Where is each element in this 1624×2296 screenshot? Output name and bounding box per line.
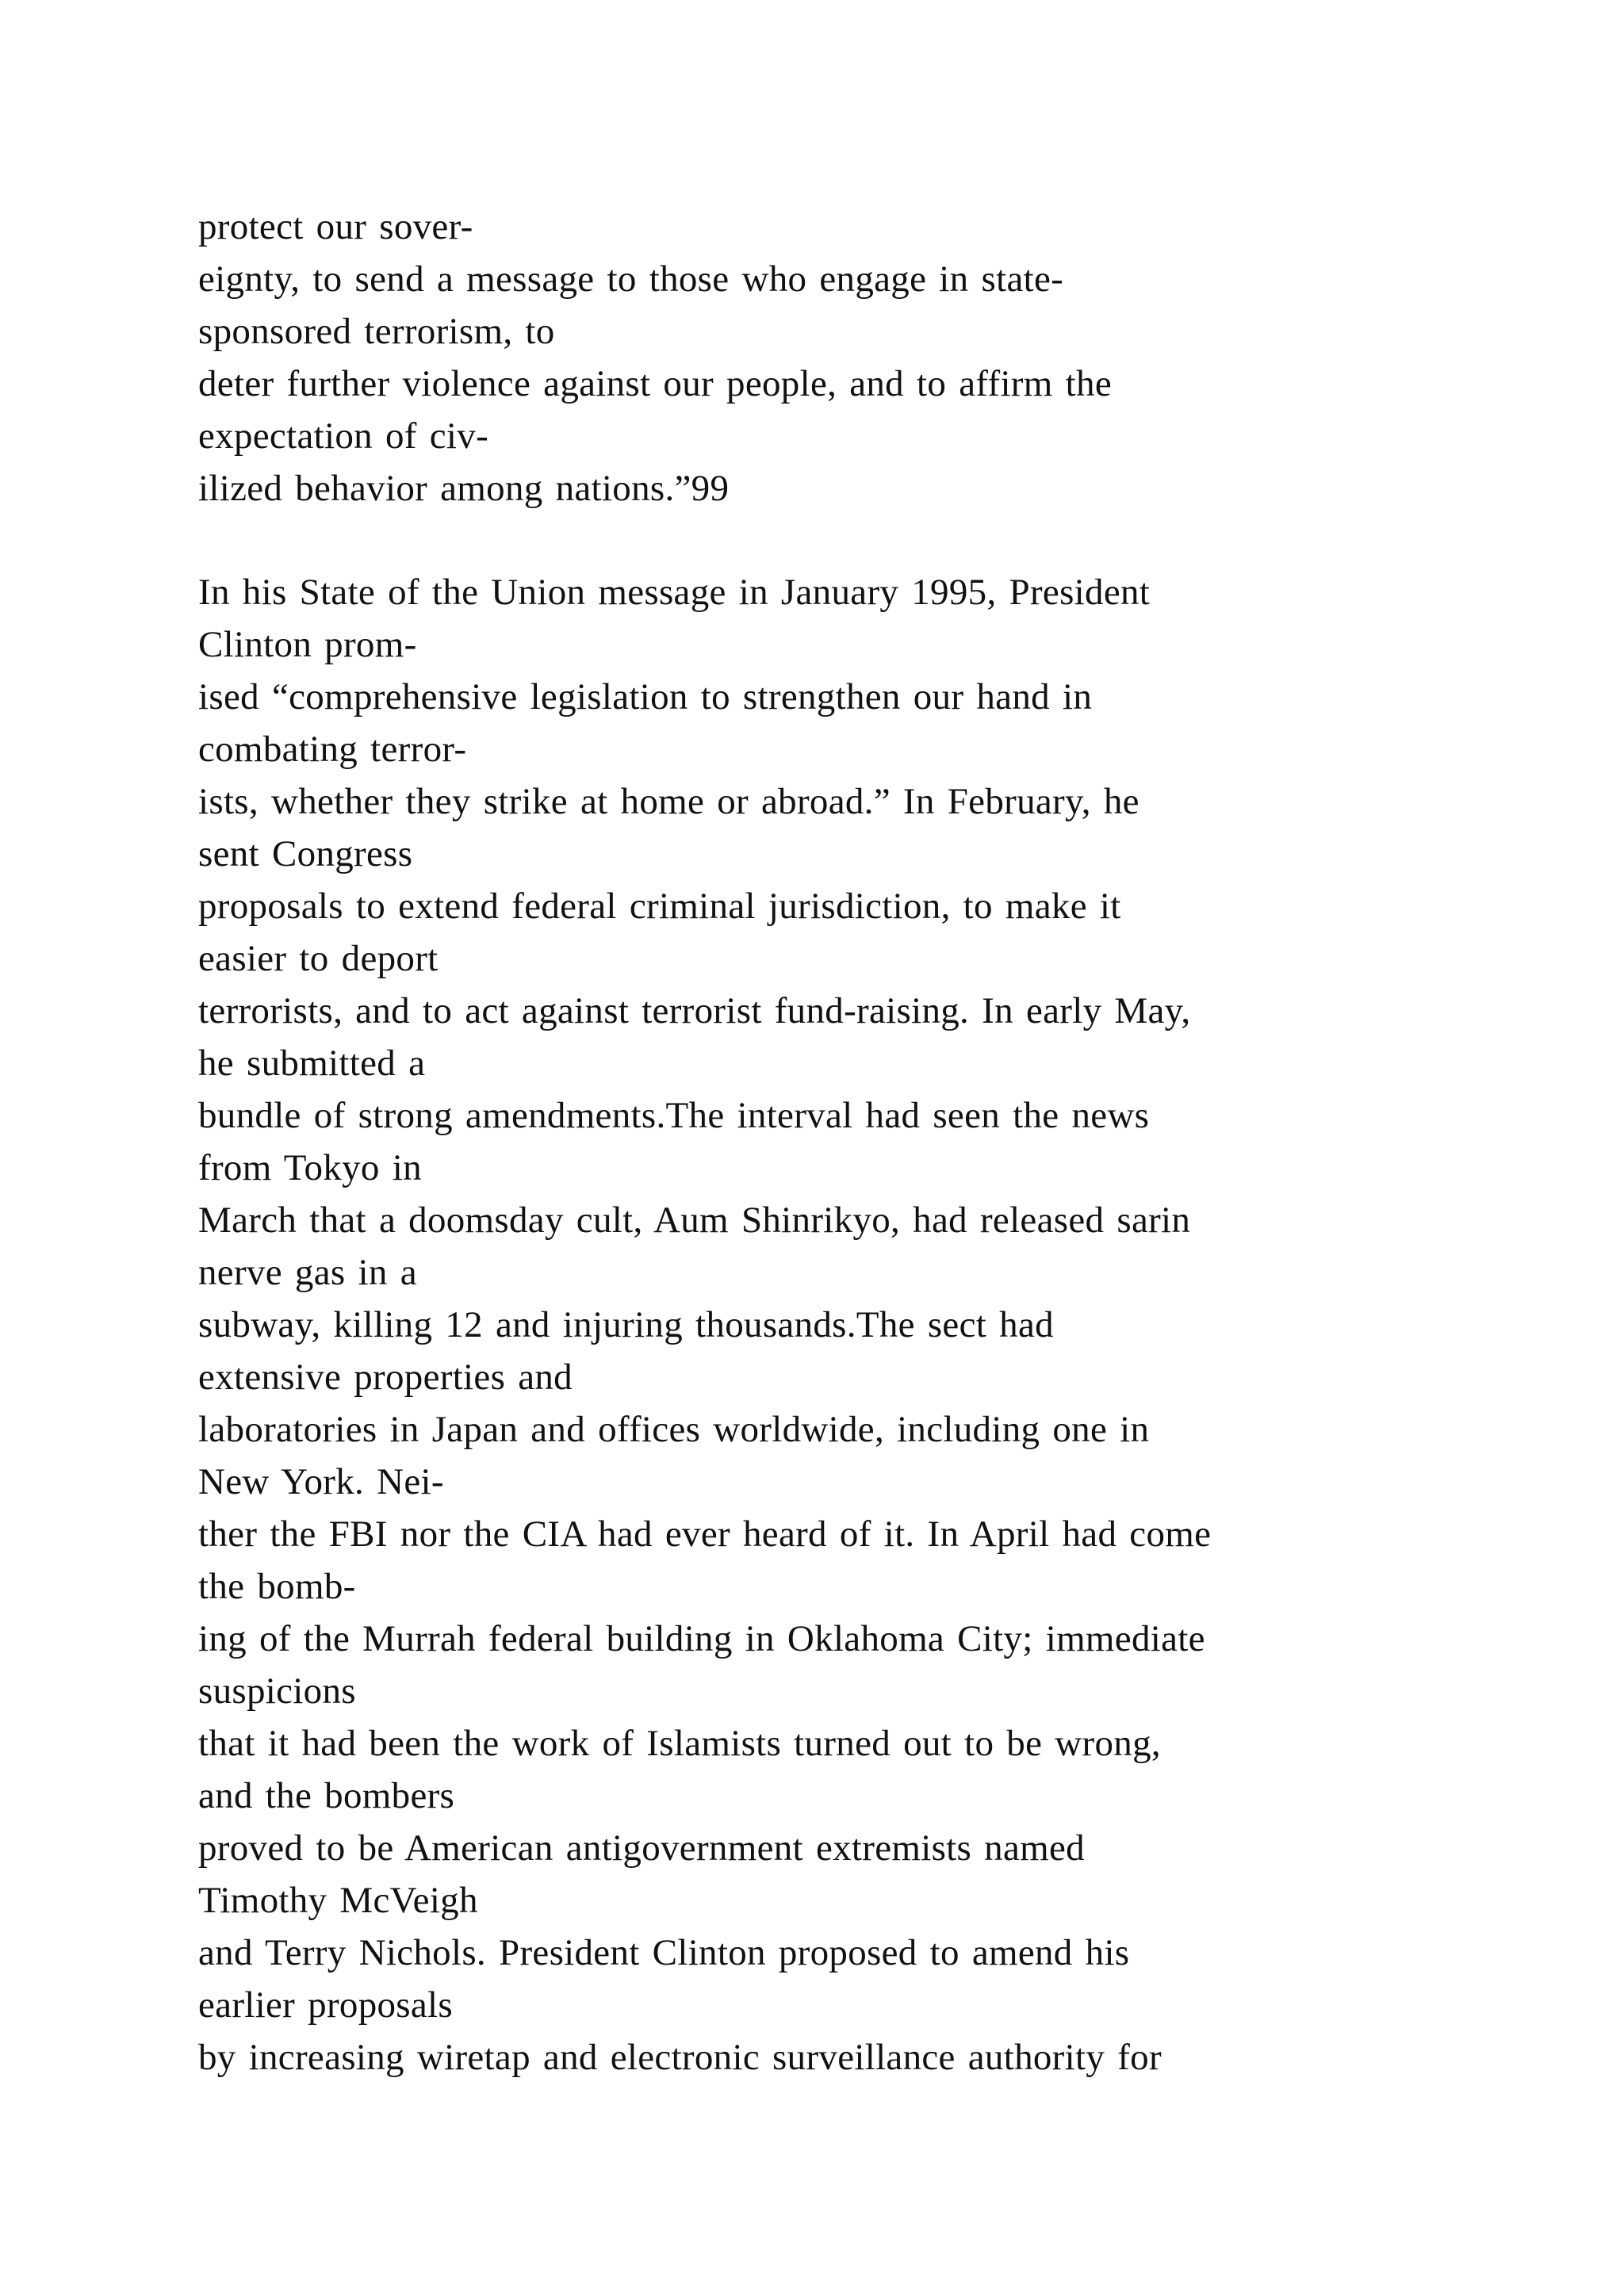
text-line: bundle of strong amendments.The interval had seen the news <box>198 1095 1150 1136</box>
text-line: Clinton prom- <box>198 624 417 665</box>
text-line: extensive properties and <box>198 1357 573 1398</box>
text-line: the bomb- <box>198 1566 356 1607</box>
text-line: earlier proposals <box>198 1984 454 2026</box>
paragraph-2 <box>198 566 1546 2084</box>
text-line: he submitted a <box>198 1043 426 1084</box>
text-line: ilized behavior among nations.”99 <box>198 468 730 509</box>
text-line: sent Congress <box>198 833 413 874</box>
text-line: by increasing wiretap and electronic surveillance authority for <box>198 2037 1162 2078</box>
text-line: laboratories in Japan and offices worldwide, including one in <box>198 1409 1150 1450</box>
text-line: protect our sover- <box>198 206 473 247</box>
text-line: proposals to extend federal criminal jurisdiction, to make it <box>198 886 1121 927</box>
text-line: Timothy McVeigh <box>198 1880 478 1921</box>
text-line: nerve gas in a <box>198 1252 417 1293</box>
text-line: ing of the Murrah federal building in Oklahoma City; immediate <box>198 1618 1205 1659</box>
text-line: from Tokyo in <box>198 1147 422 1188</box>
text-line: easier to deport <box>198 938 439 979</box>
text-line: expectation of civ- <box>198 415 489 457</box>
paragraph-1 <box>198 201 1546 515</box>
text-line: eignty, to send a message to those who engage in state- <box>198 258 1064 300</box>
text-line: New York. Nei- <box>198 1461 444 1502</box>
text-line: suspicions <box>198 1670 356 1712</box>
text-line: proved to be American antigovernment extremists named <box>198 1827 1085 1869</box>
text-line: and Terry Nichols. President Clinton proposed to amend his <box>198 1932 1130 1973</box>
text-line: terrorists, and to act against terrorist fund-raising. In early May, <box>198 990 1191 1031</box>
text-line: and the bombers <box>198 1775 455 1816</box>
text-line: ised “comprehensive legislation to strengthen our hand in <box>198 676 1093 718</box>
text-line: ther the FBI nor the CIA had ever heard of it. In April had come <box>198 1513 1212 1555</box>
text-line: subway, killing 12 and injuring thousands.The sect had <box>198 1304 1054 1345</box>
text-line: March that a doomsday cult, Aum Shinrikyo, had released sarin <box>198 1200 1191 1241</box>
text-line: combating terror- <box>198 729 467 770</box>
text-line: deter further violence against our people, and to affirm the <box>198 363 1112 404</box>
text-line: ists, whether they strike at home or abroad.” In February, he <box>198 781 1139 822</box>
text-line: sponsored terrorism, to <box>198 311 555 352</box>
text-line: that it had been the work of Islamists turned out to be wrong, <box>198 1723 1161 1764</box>
text-line: In his State of the Union message in January 1995, President <box>198 572 1151 613</box>
